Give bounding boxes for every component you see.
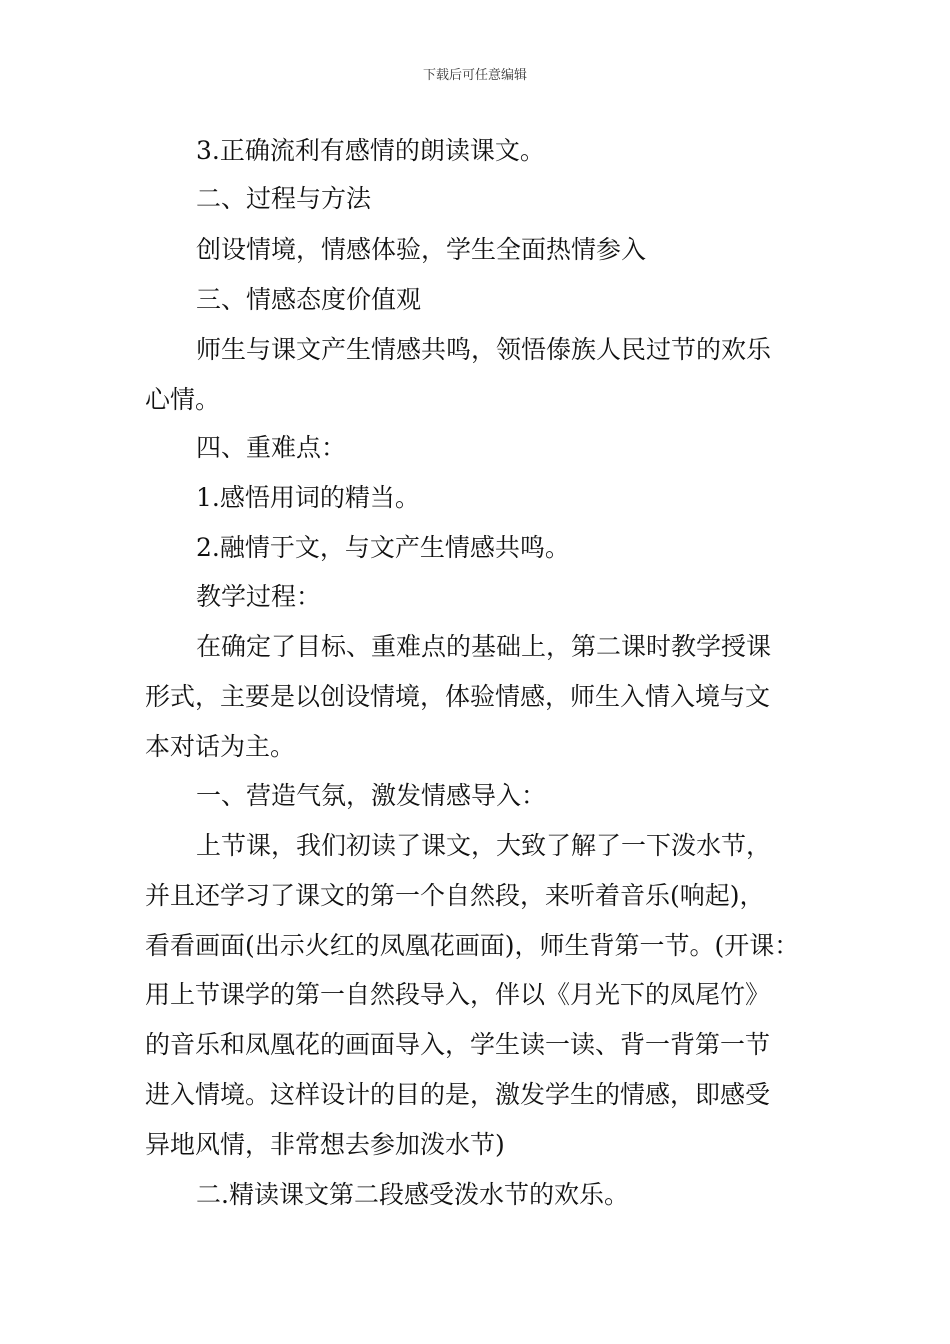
text-line: 一、营造气氛，激发情感导入： (196, 781, 547, 810)
text-line: 三、情感态度价值观 (196, 285, 422, 314)
text-line: 用上节课学的第一自然段导入，伴以《月光下的凤尾竹》 (145, 980, 771, 1009)
text-line: 1.感悟用词的精当。 (196, 483, 420, 512)
text-line: 创设情境，情感体验，学生全面热情参入 (196, 235, 647, 264)
text-line: 师生与课文产生情感共鸣，领悟傣族人民过节的欢乐 (196, 335, 772, 364)
text-line: 形式，主要是以创设情境，体验情感，师生入情入境与文 (145, 682, 771, 711)
text-line: 3.正确流利有感情的朗读课文。 (196, 136, 545, 165)
text-line: 四、重难点： (196, 433, 347, 462)
text-line: 异地风情，非常想去参加泼水节) (145, 1130, 505, 1159)
text-line: 并且还学习了课文的第一个自然段，来听着音乐(响起)， (145, 881, 765, 910)
text-line: 2.融情于文，与文产生情感共鸣。 (196, 533, 570, 562)
text-line: 上节课，我们初读了课文，大致了解了一下泼水节， (196, 831, 772, 860)
text-line: 进入情境。这样设计的目的是，激发学生的情感，即感受 (145, 1080, 771, 1109)
text-line: 的音乐和凤凰花的画面导入，学生读一读、背一背第一节 (145, 1030, 771, 1059)
text-line: 心情。 (145, 385, 221, 414)
text-line: 教学过程： (196, 582, 322, 611)
text-line: 看看画面(出示火红的凤凰花画面)，师生背第一节。(开课： (145, 931, 800, 960)
text-line: 本对话为主。 (145, 732, 296, 761)
text-line: 二、过程与方法 (196, 184, 372, 213)
text-line: 二.精读课文第二段感受泼水节的欢乐。 (196, 1180, 629, 1209)
text-line: 在确定了目标、重难点的基础上，第二课时教学授课 (196, 632, 772, 661)
page-header: 下载后可任意编辑 (422, 68, 527, 83)
